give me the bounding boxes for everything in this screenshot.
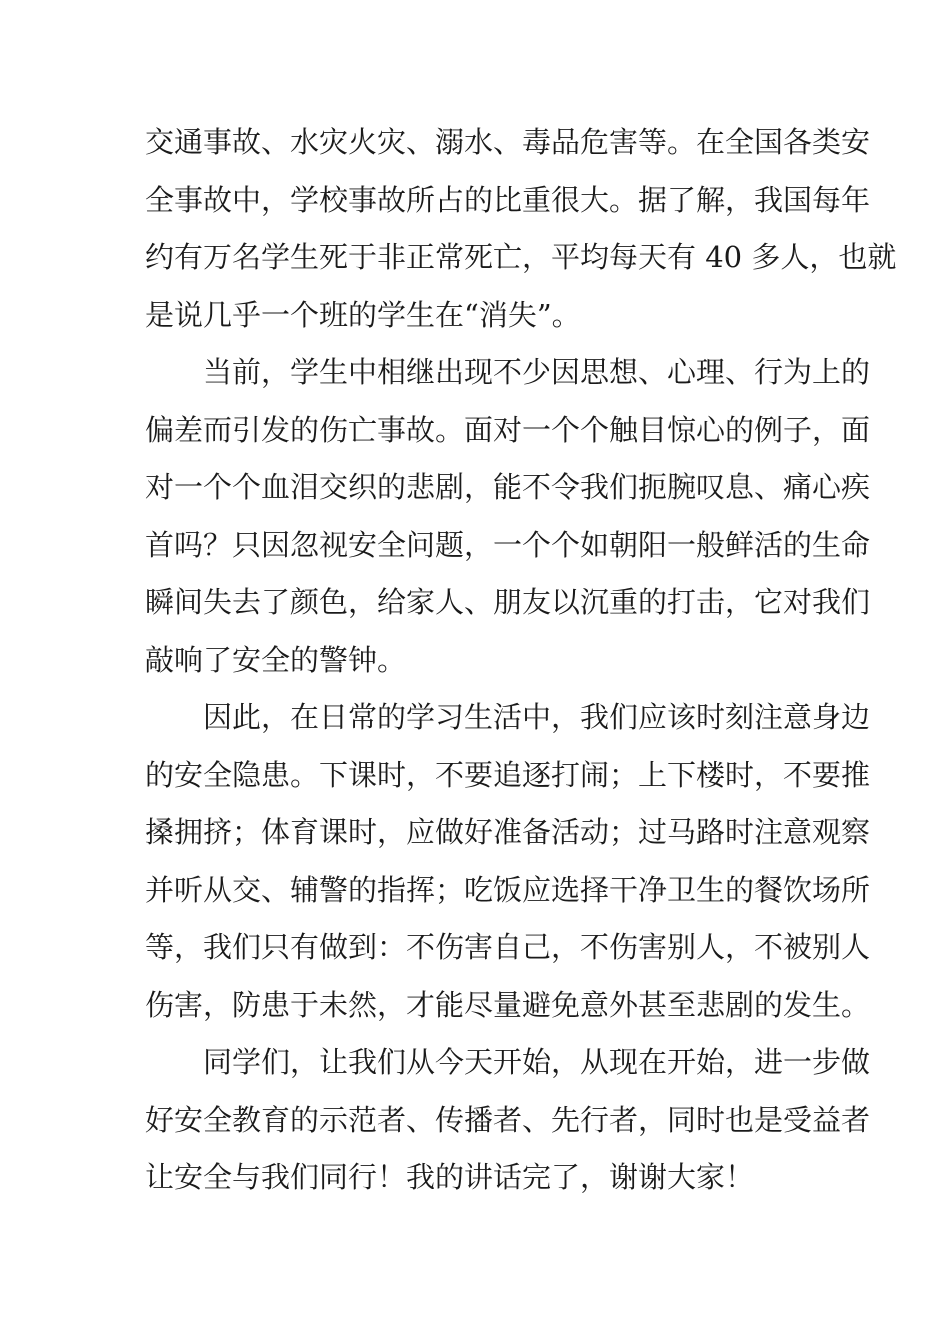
paragraph-3 bbox=[145, 689, 871, 1034]
text-line: 偏差而引发的伤亡事故。面对一个个触目惊心的例子，面 bbox=[145, 412, 871, 447]
text-line: 等，我们只有做到：不伤害自己，不伤害别人，不被别人 bbox=[145, 930, 871, 964]
speech-body bbox=[145, 114, 897, 1207]
text-line: 约有万名学生死于非正常死亡，平均每天有 40 多人，也就 bbox=[145, 240, 897, 274]
text-line: 好安全教育的示范者、传播者、先行者，同时也是受益者 bbox=[145, 1102, 871, 1137]
text-line: 是说几乎一个班的学生在“消失”。 bbox=[145, 297, 581, 332]
text-line: 并听从交、辅警的指挥；吃饭应选择干净卫生的餐饮场所 bbox=[145, 872, 871, 907]
text-line: 交通事故、水灾火灾、溺水、毒品危害等。在全国各类安 bbox=[145, 125, 871, 159]
text-line: 全事故中，学校事故所占的比重很大。据了解，我国每年 bbox=[145, 182, 871, 217]
text-line: 当前，学生中相继出现不少因思想、心理、行为上的 bbox=[203, 355, 871, 389]
text-line: 的安全隐患。下课时，不要追逐打闹；上下楼时，不要推 bbox=[145, 757, 871, 792]
text-line: 首吗？只因忽视安全问题，一个个如朝阳一般鲜活的生命 bbox=[145, 527, 871, 562]
text-line: 因此，在日常的学习生活中，我们应该时刻注意身边 bbox=[203, 700, 871, 734]
text-line: 对一个个血泪交织的悲剧，能不令我们扼腕叹息、痛心疾 bbox=[145, 470, 871, 504]
text-line: 搡拥挤；体育课时，应做好准备活动；过马路时注意观察 bbox=[145, 815, 871, 849]
paragraph-4 bbox=[145, 1034, 871, 1207]
text-line: 敲响了安全的警钟。 bbox=[145, 642, 407, 677]
text-line: 同学们，让我们从今天开始，从现在开始，进一步做 bbox=[203, 1045, 871, 1079]
paragraph-1 bbox=[145, 114, 897, 344]
paragraph-2 bbox=[145, 344, 871, 689]
text-line: 瞬间失去了颜色，给家人、朋友以沉重的打击，它对我们 bbox=[145, 585, 871, 619]
text-line: 让安全与我们同行！我的讲话完了，谢谢大家！ bbox=[145, 1160, 755, 1194]
text-line: 伤害，防患于未然，才能尽量避免意外甚至悲剧的发生。 bbox=[145, 987, 871, 1022]
